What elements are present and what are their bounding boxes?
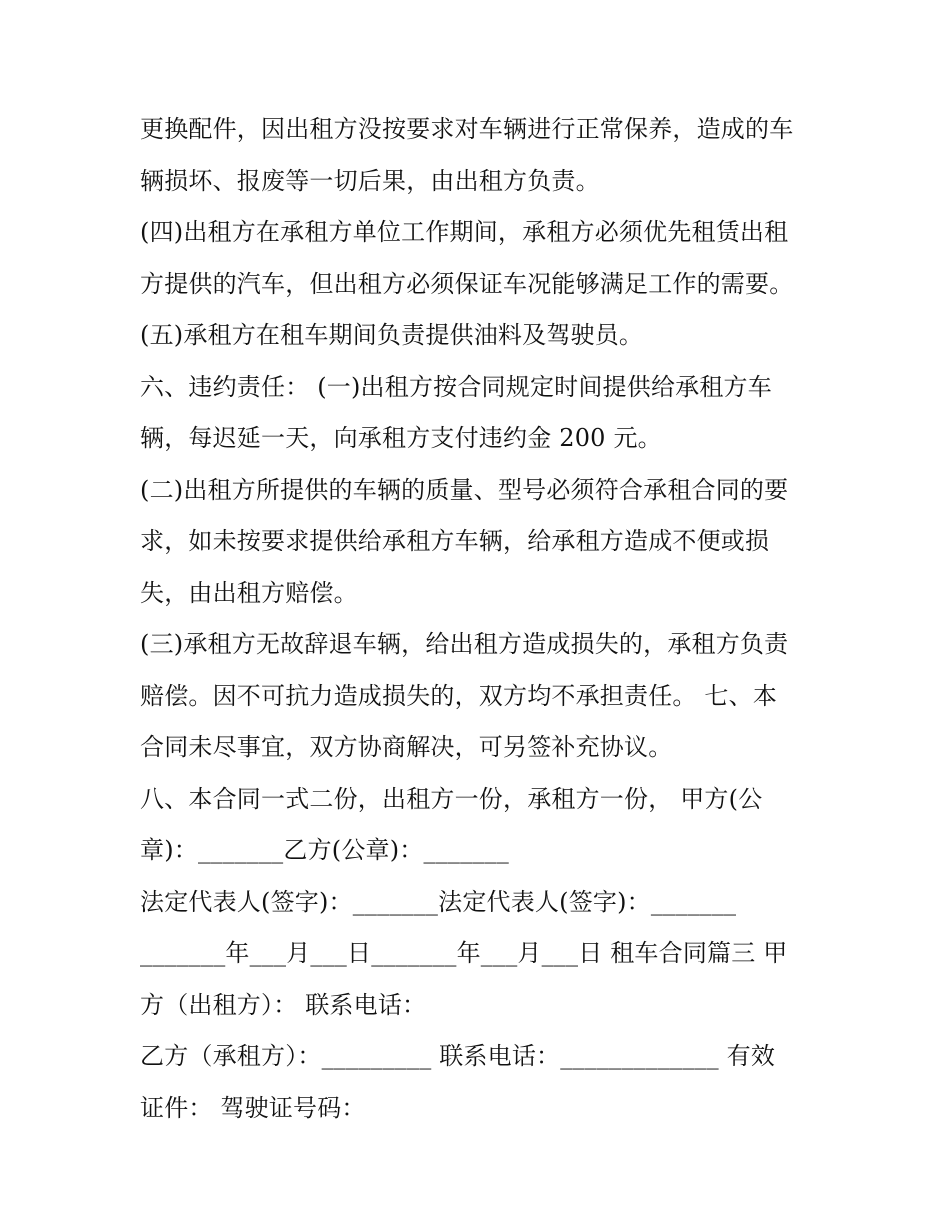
text-line: 法定代表人(签字)：_______法定代表人(签字)：_______ bbox=[140, 887, 737, 916]
text-line: 失，由出租方赔偿。 bbox=[140, 578, 358, 607]
text-line: 方提供的汽车，但出租方必须保证车况能够满足工作的需要。 bbox=[140, 269, 794, 298]
text-line: 辆损坏、报废等一切后果，由出租方负责。 bbox=[140, 166, 600, 195]
text-line: (四)出租方在承租方单位工作期间，承租方必须优先租赁出租 bbox=[140, 218, 789, 246]
text-line: (五)承租方在租车期间负责提供油料及驾驶员。 bbox=[140, 321, 644, 349]
text-line: 八、本合同一式二份，出租方一份，承租方一份， 甲方(公 bbox=[140, 784, 763, 813]
text-line: 求，如未按要求提供给承租方车辆，给承租方造成不便或损 bbox=[140, 527, 770, 555]
text-line: 方（出租方）： 联系电话： bbox=[140, 990, 427, 1019]
text-line: (三)承租方无故辞退车辆，给出租方造成损失的，承租方负责 bbox=[140, 630, 789, 658]
text-line: (二)出租方所提供的车辆的质量、型号必须符合承租合同的要 bbox=[140, 475, 789, 504]
text-line: 证件： 驾驶证号码： bbox=[140, 1093, 366, 1122]
text-line: 六、违约责任： (一)出租方按合同规定时间提供给承租方车 bbox=[140, 372, 772, 401]
text-line: 乙方（承租方）：_________ 联系电话：_____________ 有效 bbox=[140, 1042, 776, 1070]
text-line: _______年___月___日_______年___月___日 租车合同篇三 甲 bbox=[140, 939, 788, 967]
document-body bbox=[140, 104, 820, 1134]
text-line: 辆，每迟延一天，向承租方支付违约金 200 元。 bbox=[140, 424, 662, 452]
text-line: 章)：_______乙方(公章)：_______ bbox=[140, 836, 509, 864]
text-line: 更换配件，因出租方没按要求对车辆进行正常保养，造成的车 bbox=[140, 115, 794, 143]
text-line: 合同未尽事宜，双方协商解决，可另签补充协议。 bbox=[140, 733, 673, 761]
text-line: 赔偿。因不可抗力造成损失的，双方均不承担责任。 七、本 bbox=[140, 681, 778, 710]
